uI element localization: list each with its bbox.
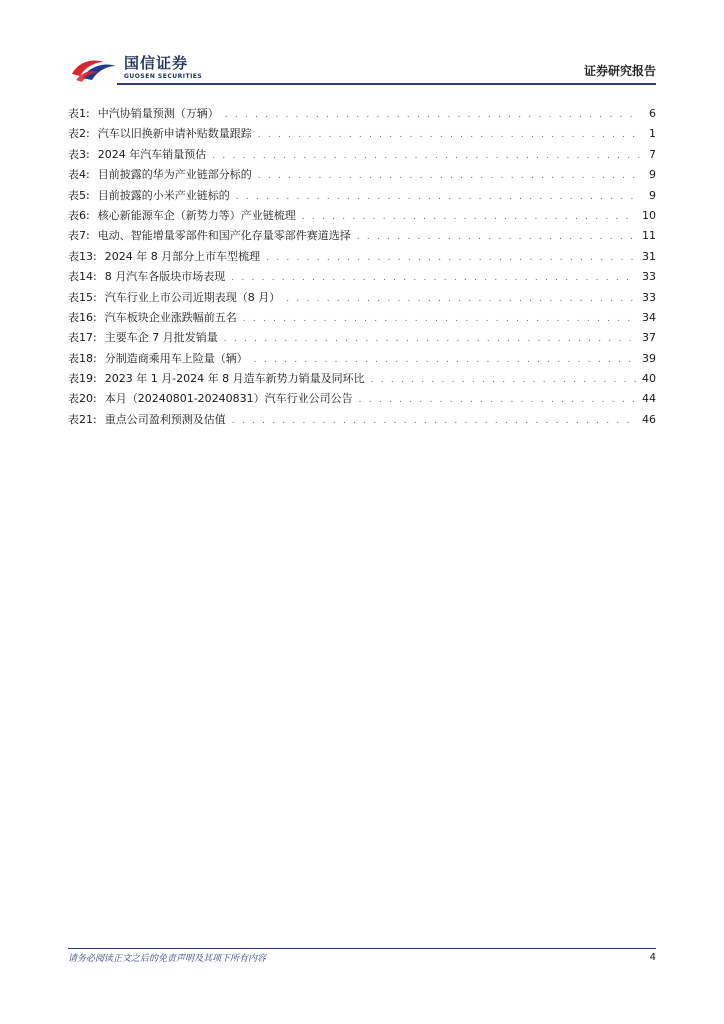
- toc-entry-number: 表14:: [68, 270, 97, 284]
- toc-entry-page: 34: [642, 310, 656, 324]
- toc-entry-title: 主要车企 7 月批发销量: [104, 331, 218, 345]
- toc-entry-title: 汽车板块企业涨跌幅前五名: [104, 310, 237, 324]
- toc-dot-leader: [258, 166, 640, 186]
- toc-entry-title: 分制造商乘用车上险量（辆）: [104, 351, 248, 365]
- toc-entry-number: 表20:: [68, 392, 97, 406]
- toc-entry-number: 表13:: [68, 249, 97, 263]
- toc-entry[interactable]: [68, 165, 656, 185]
- toc-entry[interactable]: [68, 226, 656, 246]
- toc-entry-number: 表21:: [68, 412, 97, 426]
- toc-entry-page: 31: [642, 249, 656, 263]
- toc-dot-leader: [266, 248, 636, 268]
- toc-entry-page: 9: [649, 168, 656, 182]
- toc-entry-page: 10: [642, 208, 656, 222]
- toc-dot-leader: [357, 227, 636, 247]
- toc-entry-page: 37: [642, 331, 656, 345]
- toc-entry-title: 目前披露的华为产业链部分标的: [97, 168, 252, 182]
- toc-entry-title: 2023 年 1 月-2024 年 8 月造车新势力销量及同环比: [104, 372, 365, 386]
- toc-entry-number: 表16:: [68, 310, 97, 324]
- toc-entry[interactable]: [68, 328, 656, 348]
- toc-entry-page: 33: [642, 270, 656, 284]
- toc-entry[interactable]: [68, 288, 656, 308]
- toc-entry[interactable]: [68, 349, 656, 369]
- footer-divider: [68, 948, 656, 949]
- toc-entry-title: 中汽协销量预测（万辆）: [97, 107, 219, 120]
- toc-dot-leader: [254, 350, 636, 370]
- toc-entry-title: 目前披露的小米产业链标的: [97, 188, 230, 202]
- toc-entry-page: 44: [642, 392, 656, 406]
- toc-entry[interactable]: [68, 206, 656, 226]
- toc-dot-leader: [225, 105, 640, 125]
- toc-entry-number: 表5:: [68, 188, 90, 202]
- toc-entry-number: 表17:: [68, 331, 97, 345]
- toc-entry-number: 表15:: [68, 290, 97, 304]
- toc-entry-page: 11: [642, 229, 656, 243]
- toc-dot-leader: [224, 329, 636, 349]
- toc-entry[interactable]: [68, 124, 656, 144]
- toc-entry[interactable]: [68, 308, 656, 328]
- toc-dot-leader: [236, 187, 640, 207]
- toc-entry-title: 2024 年汽车销量预估: [97, 147, 207, 161]
- toc-dot-leader: [212, 146, 640, 166]
- toc-entry-title: 重点公司盈利预测及估值: [104, 412, 226, 426]
- toc-entry[interactable]: [68, 247, 656, 267]
- toc-entry-page: 7: [649, 147, 656, 161]
- toc-dot-leader: [231, 268, 636, 288]
- toc-entry-number: 表19:: [68, 372, 97, 386]
- toc-entry[interactable]: [68, 267, 656, 287]
- toc-entry-number: 表18:: [68, 351, 97, 365]
- footer-disclaimer: 请务必阅读正文之后的免责声明及其项下所有内容: [68, 954, 267, 964]
- toc-entry-number: 表4:: [68, 168, 90, 182]
- toc-entry-title: 电动、智能增量零部件和国产化存量零部件赛道选择: [97, 229, 351, 243]
- toc-entry-page: 33: [642, 290, 656, 304]
- toc-entry-page: 40: [642, 372, 656, 386]
- table-of-contents: [68, 104, 656, 430]
- toc-dot-leader: [359, 390, 636, 410]
- toc-entry[interactable]: [68, 389, 656, 409]
- toc-entry-title: 2024 年 8 月部分上市车型梳理: [104, 249, 261, 263]
- page-number: 4: [649, 952, 656, 963]
- toc-entry-page: 39: [642, 351, 656, 365]
- toc-entry-number: 表7:: [68, 229, 90, 243]
- toc-entry-title: 本月（20240801-20240831）汽车行业公司公告: [104, 392, 353, 406]
- guosen-logo: [68, 50, 202, 86]
- toc-entry-number: 表6:: [68, 208, 90, 222]
- toc-entry-page: 46: [642, 412, 656, 426]
- toc-entry-page: 1: [649, 127, 656, 141]
- toc-dot-leader: [258, 125, 640, 145]
- logo-english-name: GUOSEN SECURITIES: [124, 73, 203, 80]
- toc-entry[interactable]: [68, 104, 656, 124]
- toc-entry-page: 6: [649, 107, 656, 120]
- toc-entry[interactable]: [68, 145, 656, 165]
- toc-dot-leader: [302, 207, 636, 227]
- toc-entry-title: 汽车以旧换新申请补贴数量跟踪: [97, 127, 252, 141]
- toc-dot-leader: [232, 411, 636, 431]
- header-divider: [117, 83, 656, 85]
- toc-entry[interactable]: [68, 186, 656, 206]
- toc-entry-page: 9: [649, 188, 656, 202]
- guosen-logo-icon: [68, 52, 120, 84]
- toc-entry[interactable]: [68, 369, 656, 389]
- report-type-label: 证券研究报告: [583, 64, 656, 78]
- toc-entry-number: 表1:: [68, 107, 90, 120]
- toc-dot-leader: [286, 289, 636, 309]
- page-header: [68, 50, 656, 86]
- toc-entry-title: 核心新能源车企（新势力等）产业链梳理: [97, 208, 296, 222]
- toc-entry[interactable]: [68, 410, 656, 430]
- toc-entry-title: 8 月汽车各版块市场表现: [104, 270, 226, 284]
- toc-dot-leader: [243, 309, 636, 329]
- toc-entry-number: 表2:: [68, 127, 90, 141]
- logo-chinese-name: 国信证券: [124, 54, 189, 72]
- toc-entry-title: 汽车行业上市公司近期表现（8 月）: [104, 290, 281, 304]
- toc-entry-number: 表3:: [68, 147, 90, 161]
- toc-dot-leader: [371, 370, 636, 390]
